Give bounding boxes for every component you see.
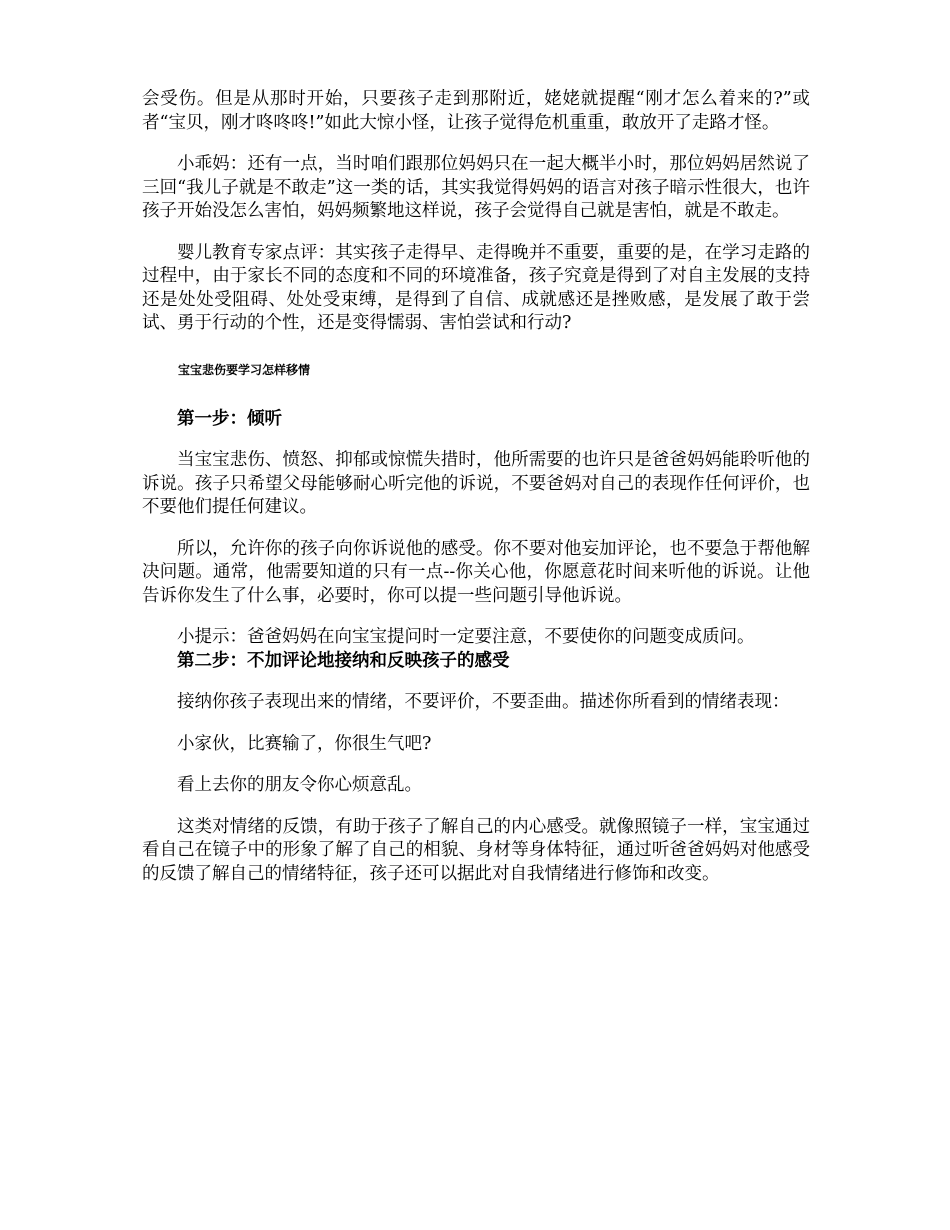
paragraph-example-one: 小家伙，比赛输了，你很生气吧?	[177, 733, 432, 754]
step-two-title: 第二步：不加评论地接纳和反映孩子的感受	[177, 650, 510, 671]
paragraph-allow-child: 所以，允许你的孩子向你诉说他的感受。你不要对他妄加评论，也不要急于帮他解决问题。通常，他需要知道的只有一点--你关心他，你愿意花时间来听他的诉说。让他告诉你发生了什么事，必要时，你可以提一些问题引导他诉说。	[142, 538, 810, 606]
paragraph-expert-comment: 婴儿教育专家点评：其实孩子走得早、走得晚并不重要，重要的是，在学习走路的过程中，由于家长不同的态度和不同的环境准备，孩子究竟是得到了对自主发展的支持还是处处受阻碍、处处受束缚，是得到了自信、成就感还是挫败感，是发展了敢于尝试、勇于行动的个性，还是变得懦弱、害怕尝试和行动?	[142, 242, 810, 333]
step-one-title: 第一步：倾听	[177, 408, 282, 429]
paragraph-accept-emotion: 接纳你孩子表现出来的情绪，不要评价，不要歪曲。描述你所看到的情绪表现：	[177, 692, 790, 712]
paragraph-tip: 小提示：爸爸妈妈在向宝宝提问时一定要注意，不要使你的问题变成质问。	[177, 627, 755, 647]
document-page	[142, 88, 810, 886]
paragraph-xiaoguaima: 小乖妈：还有一点，当时咱们跟那位妈妈只在一起大概半小时，那位妈妈居然说了三回“我儿子就是不敢走”这一类的话，其实我觉得妈妈的语言对孩子暗示性很大，也许孩子开始没怎么害怕，妈妈频繁地这样说，孩子会觉得自己就是害怕，就是不敢走。	[142, 154, 810, 221]
section-title: 宝宝悲伤要学习怎样移情	[178, 362, 311, 377]
paragraph-continued: 会受伤。但是从那时开始，只要孩子走到那附近，姥姥就提醒“刚才怎么着来的?”或者“宝贝，刚才咚咚咚!”如此大惊小怪，让孩子觉得危机重重，敢放开了走路才怪。	[142, 89, 810, 133]
paragraph-listen: 当宝宝悲伤、愤怒、抑郁或惊慌失措时，他所需要的也许只是爸爸妈妈能聆听他的诉说。孩子只希望父母能够耐心听完他的诉说，不要爸妈对自己的表现作任何评价，也不要他们提任何建议。	[142, 450, 810, 517]
paragraph-example-two: 看上去你的朋友令你心烦意乱。	[177, 775, 422, 795]
paragraph-mirror: 这类对情绪的反馈，有助于孩子了解自己的内心感受。就像照镜子一样，宝宝通过看自己在镜子中的形象了解了自己的相貌、身材等身体特征，通过听爸爸妈妈对他感受的反馈了解自己的情绪特征，孩子还可以据此对自我情绪进行修饰和改变。	[142, 816, 810, 884]
